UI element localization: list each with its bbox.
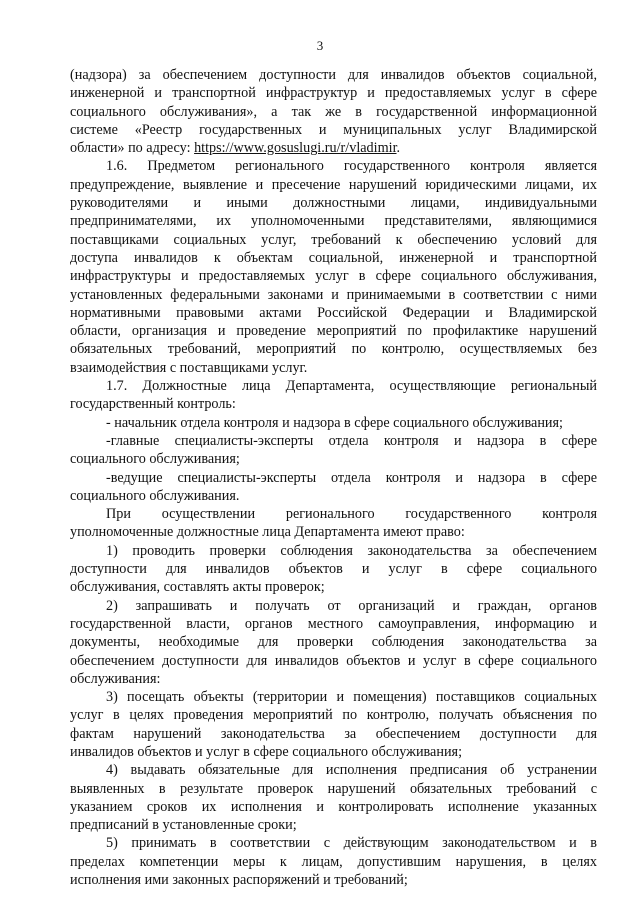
text-line: 1.6. Предметом регионального государственного контроля является [106, 158, 597, 175]
text-line: инвалидов объектов и услуг в сфере социального обслуживания; [70, 743, 463, 760]
text-line: 5) принимать в соответствии с действующим законодательством и в [106, 835, 597, 852]
paragraph-p4 [70, 414, 597, 432]
text-line [70, 139, 597, 157]
text-line: обслуживания: [70, 670, 161, 687]
text-line: обслуживания, составлять акты проверок; [70, 579, 325, 596]
address-label: области» по адресу: [70, 140, 195, 157]
text-line: нормативными правовыми актами Российской Федерации и Владимирской [70, 304, 597, 321]
paragraph-p9 [70, 597, 597, 688]
paragraph-p8 [70, 542, 597, 597]
text-line: выявленных в результате проверок нарушений обязательных требований с [70, 780, 597, 797]
paragraph-p2 [70, 157, 597, 377]
paragraph-p3 [70, 377, 597, 414]
text-line: предпринимателями, их уполномоченными представителями, являющимися [70, 213, 597, 230]
text-line: государственной власти, органов местного самоуправления, информацию и [70, 615, 597, 632]
text-line: инженерной и транспортной инфраструктур и предоставляемых услуг в сфере [70, 85, 597, 102]
text-line: уполномоченные должностные лица Департамента имеют право: [70, 524, 465, 541]
text-line: пределах компетенции меры к лицам, допустившим нарушения, в целях [70, 853, 597, 870]
text-line: При осуществлении регионального государственного контроля [106, 506, 597, 523]
text-line: -ведущие специалисты-эксперты отдела контроля и надзора в сфере [106, 469, 597, 486]
text-line: 1) проводить проверки соблюдения законодательства за обеспечением [106, 542, 597, 559]
text-line: обязательных требований, мероприятий по контролю, осуществляемых без [70, 341, 597, 358]
text-line: государственный контроль: [70, 396, 236, 413]
paragraph-p5 [70, 432, 597, 469]
text-line: области, организация и проведение мероприятий по профилактике нарушений [70, 323, 597, 340]
registry-link[interactable]: https://www.gosuslugi.ru/r/vladimir [194, 140, 397, 157]
paragraph-p6 [70, 469, 597, 506]
text-line: взаимодействия с поставщиками услуг. [70, 359, 308, 376]
paragraph-p11 [70, 761, 597, 834]
text-line: руководителями и иными должностными лицами, индивидуальными [70, 195, 597, 212]
paragraph-p1 [70, 66, 597, 157]
text-line: системе «Реестр государственных и муниципальных услуг Владимирской [70, 121, 597, 138]
paragraph-p7 [70, 505, 597, 542]
text-line: обеспечением доступности для инвалидов объектов и услуг в сфере социального [70, 652, 597, 669]
text-line: 1.7. Должностные лица Департамента, осуществляющие региональный [106, 378, 597, 395]
text-line: социального обслуживания; [70, 451, 240, 468]
text-line: документы, необходимые для проверки соблюдения законодательства за [70, 634, 597, 651]
text-line: (надзора) за обеспечением доступности для инвалидов объектов социальной, [70, 67, 597, 83]
text-line: 2) запрашивать и получать от организаций и граждан, органов [106, 597, 597, 614]
page-number: 3 [316, 38, 324, 53]
text-line: - начальник отдела контроля и надзора в сфере социального обслуживания; [106, 414, 563, 431]
text-line: исполнения ими законных распоряжений и требований; [70, 872, 408, 889]
text-line: установленных федеральными законами и принимаемыми в соответствии с ними [70, 286, 597, 303]
text-line: предупреждение, выявление и пресечение нарушений юридическими лицами, их [70, 176, 597, 193]
text-line: услуг в целях проведения мероприятий по контролю, получать объяснения по [70, 707, 597, 724]
text-line: 4) выдавать обязательные для исполнения предписания об устранении [106, 762, 597, 779]
text-line: социального обслуживания», а так же в государственной информационной [70, 103, 597, 120]
paragraph-p12 [70, 834, 597, 889]
text-line: 3) посещать объекты (территории и помещения) поставщиков социальных [106, 689, 597, 706]
text-line: фактам нарушений законодательства за обеспечением доступности для [70, 725, 597, 742]
text-line: доступности для инвалидов объектов и услуг в сфере социального [70, 561, 597, 578]
text-line: указанием сроков их исполнения и контролировать исполнение указанных [70, 798, 597, 815]
text-line: инфраструктуры и предоставляемых услуг в сфере социального обслуживания, [70, 268, 597, 285]
document-body [70, 66, 597, 889]
text-line: -главные специалисты-эксперты отдела контроля и надзора в сфере [106, 432, 597, 449]
text-line: поставщиками социальных услуг, требований к обеспечению условий для [70, 231, 597, 248]
text-line: предписаний в установленные сроки; [70, 817, 297, 834]
text-line: социального обслуживания. [70, 487, 240, 504]
text-line: доступа инвалидов к объектам социальной, инженерной и транспортной [70, 249, 597, 266]
sentence-end: . [396, 140, 401, 157]
paragraph-p10 [70, 688, 597, 761]
